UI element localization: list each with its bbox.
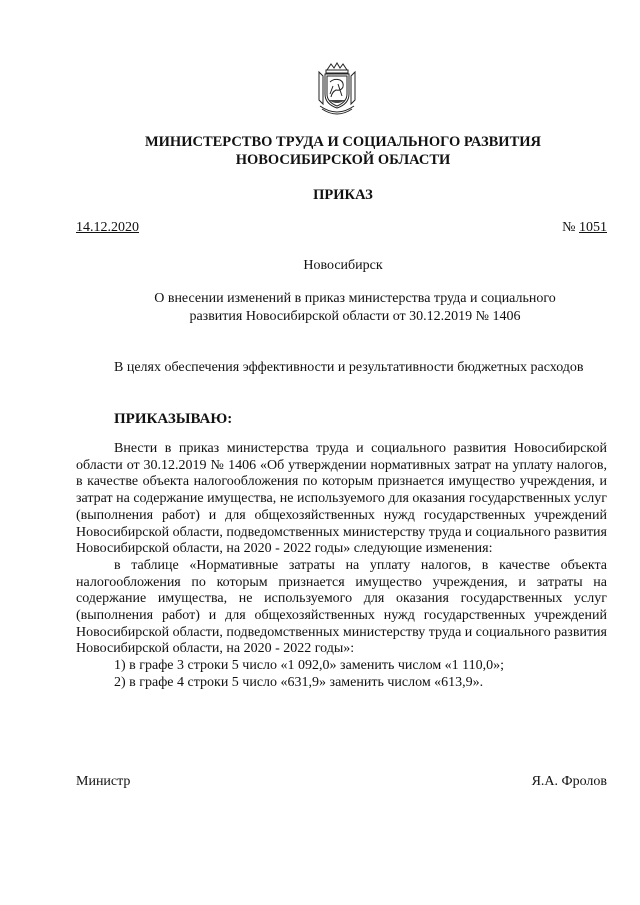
- ministry-name: [76, 133, 610, 169]
- command-heading: ПРИКАЗЫВАЮ:: [114, 411, 233, 427]
- signatory-name: Я.А. Фролов: [531, 774, 607, 789]
- ministry-name-line-2: НОВОСИБИРСКОЙ ОБЛАСТИ: [235, 152, 451, 168]
- body-paragraph: Внести в приказ министерства труда и социального развития Новосибирской области от 30.12.2019 № 1406 «Об утверждении нормативных затрат на уплату налогов, в качестве объекта налогообложения по которым признается имущество учреждения, и затрат на содержание имущества, не используемого для оказания государственных услуг (выполнения работ) и для общехозяйственных нужд государственных учреждений Новосибирской области, подведомственных министерству труда и социального развития Новосибирской области, на 2020 - 2022 годы» следующие изменения:: [76, 441, 608, 557]
- order-subject-line-2: развития Новосибирской области от 30.12.2019 № 1406: [189, 309, 521, 324]
- signatory-position: Министр: [76, 774, 131, 789]
- order-subject-line-1: О внесении изменений в приказ министерства труда и социального: [154, 291, 556, 306]
- number-sign: №: [562, 220, 576, 235]
- order-subject: [140, 290, 570, 326]
- body-paragraph: 2) в графе 4 строки 5 число «631,9» заменить числом «613,9».: [114, 674, 484, 690]
- order-number-value: 1051: [579, 220, 607, 235]
- city-name: Новосибирск: [303, 258, 383, 273]
- signature-block: [76, 773, 607, 791]
- document-type: ПРИКАЗ: [313, 187, 373, 203]
- order-date: 14.12.2020: [76, 220, 139, 235]
- order-number: [562, 219, 607, 237]
- ministry-name-line-1: МИНИСТЕРСТВО ТРУДА И СОЦИАЛЬНОГО РАЗВИТИЯ: [144, 134, 542, 150]
- preamble-paragraph: В целях обеспечения эффективности и результативности бюджетных расходов: [114, 360, 584, 375]
- body-paragraph: в таблице «Нормативные затраты на уплату налогов, в качестве объекта налогообложения по которым признается имущество учреждения, и затраты на содержание имущества, не используемого для оказания государственных услуг (выполнения работ) и для общехозяйственных нужд государственных учреждений Новосибирской области, подведомственных министерству труда и социального развития Новосибирской области, на 2020 - 2022 годы»:: [76, 557, 607, 657]
- body-paragraph: 1) в графе 3 строки 5 число «1 092,0» заменить числом «1 110,0»;: [114, 658, 505, 674]
- order-body: [76, 441, 607, 692]
- coat-of-arms-icon: [316, 60, 358, 116]
